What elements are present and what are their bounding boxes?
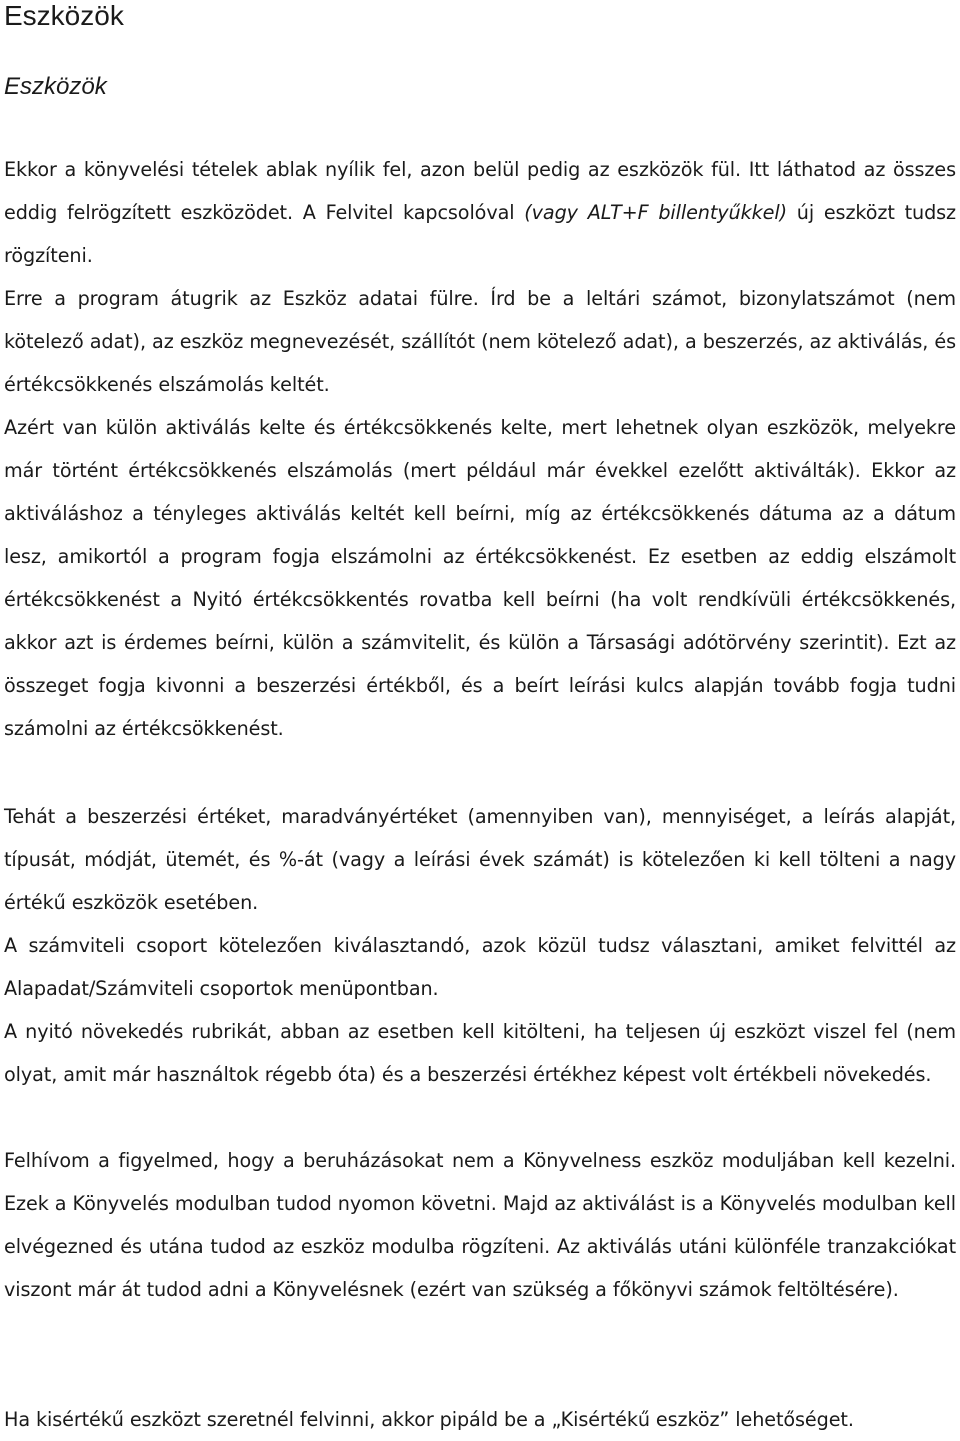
paragraph-asset-data: Erre a program átugrik az Eszköz adatai fülre. Írd be a leltári számot, bizonylatszámot (nem kötelező adat), az eszköz megnevezését, szállítót (nem kötelező adat), a beszerzés, az aktiválás, és értékcsökkenés elszámolás keltét. xyxy=(4,287,956,396)
shortcut-note: (vagy ALT+F billentyűkkel) xyxy=(524,201,787,224)
paragraph-mandatory-fields: Tehát a beszerzési értéket, maradványértéket (amennyiben van), mennyiséget, a leírás alapját, típusát, módját, ütemét, és %-át (vagy a leírási évek számát) is kötelezően ki kell tölteni a nagy értékű eszközök esetében. xyxy=(4,805,956,914)
document-subtitle: Eszközök xyxy=(4,73,107,100)
paragraph-low-value-asset: Ha kisértékű eszközt szeretnél felvinni, akkor pipáld be a „Kisértékű eszköz” lehetőséget. xyxy=(4,1408,854,1431)
paragraph-opening-increase: A nyitó növekedés rubrikát, abban az esetben kell kitölteni, ha teljesen új eszközt viszel fel (nem olyat, amit már használtok régebb óta) és a beszerzési értékhez képest volt értékbeli növekedés. xyxy=(4,1020,956,1086)
document-title: Eszközök xyxy=(4,0,124,31)
paragraph-activation: Azért van külön aktiválás kelte és értékcsökkenés kelte, mert lehetnek olyan eszközök, melyekre már történt értékcsökkenés elszámolás (mert például már évekkel ezelőtt aktiválták). Ekkor az aktiváláshoz a tényleges aktiválás keltét kell beírni, míg az értékcsökkenés dátuma az a dátum lesz, amikortól a program fogja elszámolni az értékcsökkenést. Ez esetben az eddig elszámolt értékcsökkenést a Nyitó értékcsökkentés rovatba kell beírni (ha volt rendkívüli értékcsökkenés, akkor azt is érdemes beírni, külön a számvitelit, és külön a Társasági adótörvény szerintit). Ezt az összeget fogja kivonni a beszerzési értékből, és a beírt leírási kulcs alapján tovább fogja tudni számolni az értékcsökkenést. xyxy=(4,416,956,740)
paragraph-accounting-group: A számviteli csoport kötelezően kiválasztandó, azok közül tudsz választani, amiket felvittél az Alapadat/Számviteli csoportok menüpontban. xyxy=(4,934,956,1000)
paragraph-investments: Felhívom a figyelmed, hogy a beruházásokat nem a Könyvelness eszköz moduljában kell kezelni. Ezek a Könyvelés modulban tudod nyomon követni. Majd az aktiválást is a Könyvelés modulban kell elvégezned és utána tudod az eszköz modulba rögzíteni. Az aktiválás utáni különféle tranzakciókat viszont már át tudod adni a Könyvelésnek (ezért van szükség a főkönyvi számok feltöltésére). xyxy=(4,1149,956,1301)
paragraph-intro-tail: új eszközt tudsz rögzíteni. xyxy=(4,201,957,267)
paragraph-intro xyxy=(4,148,956,277)
paragraph-intro-text: Ekkor a könyvelési tételek ablak nyílik fel, azon belül pedig az eszközök fül. Itt láthatod az összes eddig felrögzített eszközödet. A Felvitel kapcsolóval xyxy=(4,158,956,224)
